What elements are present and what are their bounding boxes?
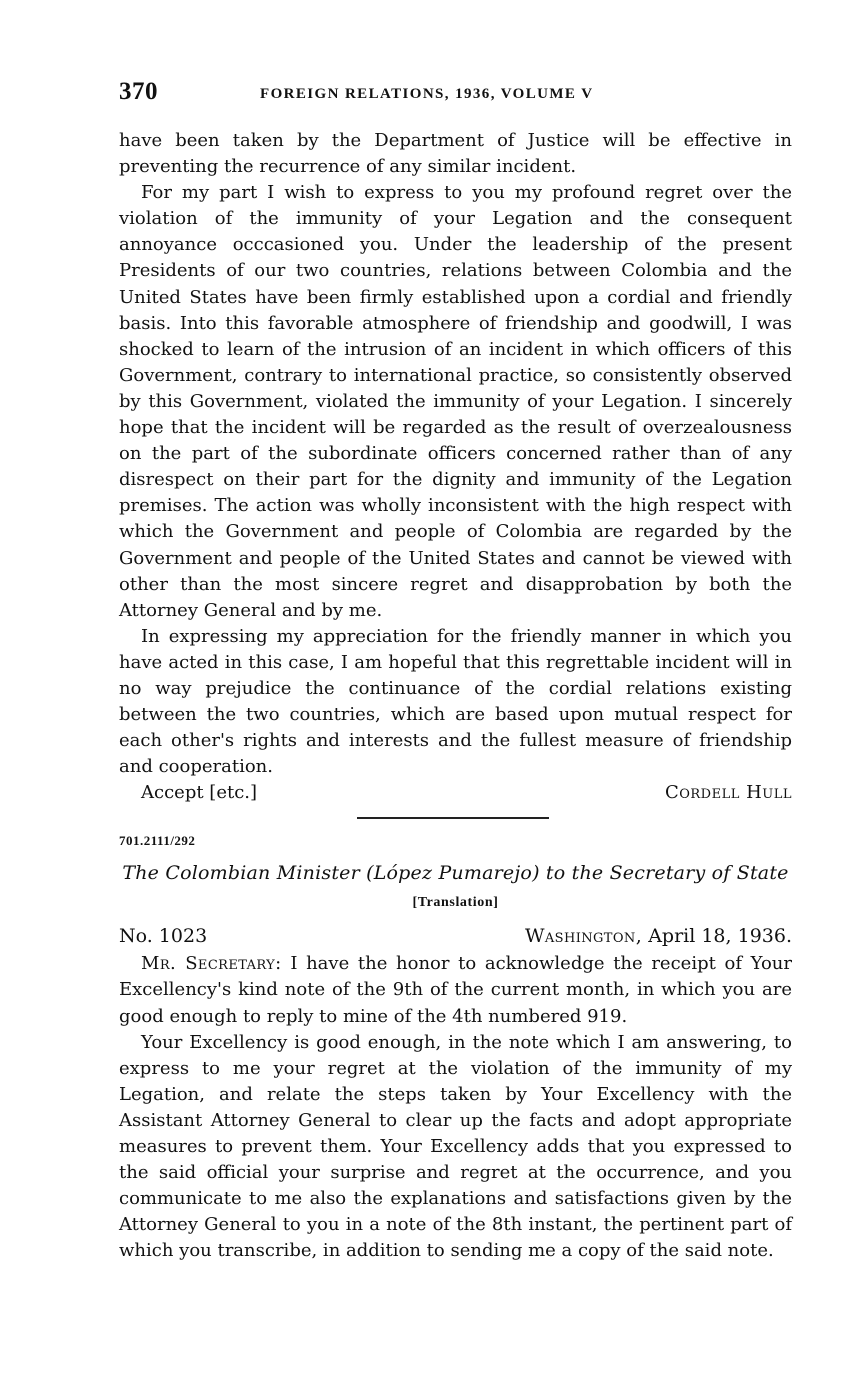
divider-rule [357,817,549,819]
document-title: The Colombian Minister (López Pumarejo) to the Secretary of State [122,862,789,885]
section-divider [119,814,792,824]
complimentary-close: Accept [etc.] [141,782,258,804]
running-header [119,78,792,112]
date: April 18, 1936. [648,925,792,948]
letter2-paragraph-1-text: I have the honor to acknowledge the receipt of Your Excellency's kind note of the 9th of the current month, in which you are good enough to reply to mine of the 4th numbered 919. [119,953,792,1027]
letter2-paragraph-2: Your Excellency is good enough, in the note which I am answering, to express to me your regret at the violation of the immunity of my Legation, and relate the steps taken by Your Excellency with the Assistant Attorney General to clear up the facts and adopt appropriate measures to prevent them. Your Excellency adds that you expressed to the said official your surprise and regret at the occurrence, and you communicate to me also the explanations and satisfactions given by the Attorney General to you in a note of the 8th instant, the pertinent part of which you transcribe, in addition to sending me a copy of the said note. [119,1031,792,1262]
dateline [119,921,792,951]
letter1-paragraph-2: For my part I wish to express to you my profound regret over the violation of the immunity of your Legation and the consequent annoyance occcasioned you. Under the leadership of the present Presidents of our two countries, relations between Colombia and the United States have been firmly established upon a cordial and friendly basis. Into this favorable atmosphere of friendship and goodwill, I was shocked to learn of the intrusion of an incident in which officers of this Government, contrary to international practice, so consistently observed by this Government, violated the immunity of your Legation. I sincerely hope that the incident will be regarded as the result of overzealousness on the part of the subordinate officers concerned rather than of any disrespect on their part for the dignity and immunity of the Legation premises. The action was wholly inconsistent with the high respect with which the Government and people of Colombia are regarded by the Government and people of the United States and cannot be viewed with other than the most sincere regret and disapprobation by both the Attorney General and by me. [119,182,792,621]
letter1-paragraph-1: have been taken by the Department of Justice will be effective in preventing the recurrence of any similar incident. [119,130,792,178]
place-name: Washington, [524,925,643,948]
running-title: FOREIGN RELATIONS, 1936, VOLUME V [260,86,594,102]
place-date [525,921,792,951]
file-number: 701.2111/292 [119,833,196,849]
salutation: Mr. Secretary: [141,953,282,975]
letter2-paragraph-1 [119,951,792,1029]
letter1-closing [119,780,792,806]
page-number: 370 [119,78,158,105]
signature: Cordell Hull [664,782,792,804]
translation-note: [Translation] [412,895,499,911]
document-page [119,78,792,1264]
note-number: No. 1023 [119,925,208,948]
letter1-paragraph-3: In expressing my appreciation for the friendly manner in which you have acted in this case, I am hopeful that this regrettable incident will in no way prejudice the continuance of the cordial relations existing between the two countries, which are based upon mutual respect for each other's rights and interests and the fullest measure of friendship and cooperation. [119,625,792,778]
